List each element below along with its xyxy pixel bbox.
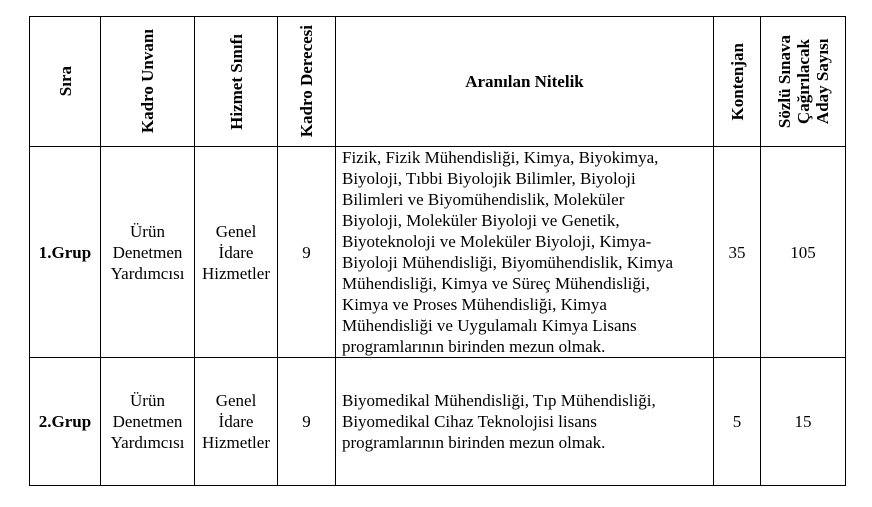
cell-hizmet-sinifi: Genel İdare Hizmetler [195, 147, 278, 358]
cell-kontenjan: 35 [714, 147, 761, 358]
cell-sira: 2.Grup [30, 358, 101, 486]
recruitment-table [29, 16, 846, 486]
header-kadro-derecesi: Kadro Derecesi [278, 17, 336, 147]
cell-kadro-unvani: Ürün Denetmen Yardımcısı [101, 358, 195, 486]
header-row [30, 17, 846, 147]
header-kontenjan: Kontenjan [714, 17, 761, 147]
cell-aranilan-nitelik: Fizik, Fizik Mühendisliği, Kimya, Biyokimya, Biyoloji, Tıbbi Biyolojik Bilimler, Biyoloji Bilimleri ve Biyomühendislik, Moleküler Biyoloji, Moleküler Biyoloji ve Genetik, Biyoteknoloji ve Moleküler Biyoloji, Kimya- Biyoloji Mühendisliği, Biyomühendislik, Kimya Mühendisliği, Kimya ve Süreç Mühendisliği, Kimya ve Proses Mühendisliği, Kimya Mühendisliği ve Uygulamalı Kimya Lisans programlarının birinden mezun olmak. [336, 147, 714, 358]
table-row [30, 358, 846, 486]
header-sira: Sıra [30, 17, 101, 147]
cell-aday-sayisi: 105 [761, 147, 846, 358]
cell-kadro-derecesi: 9 [278, 147, 336, 358]
cell-kontenjan: 5 [714, 358, 761, 486]
header-kadro-unvani: Kadro Unvanı [101, 17, 195, 147]
table-row [30, 147, 846, 358]
cell-aday-sayisi: 15 [761, 358, 846, 486]
cell-hizmet-sinifi: Genel İdare Hizmetler [195, 358, 278, 486]
cell-aranilan-nitelik: Biyomedikal Mühendisliği, Tıp Mühendisliği, Biyomedikal Cihaz Teknolojisi lisans programlarının birinden mezun olmak. [336, 358, 714, 486]
header-hizmet-sinifi: Hizmet Sınıfı [195, 17, 278, 147]
header-sozlu-sinav-aday-sayisi: Sözlü Sınava Çağırılacak Aday Sayısı [761, 17, 846, 147]
header-aranilan-nitelik: Aranılan Nitelik [336, 17, 714, 147]
cell-kadro-derecesi: 9 [278, 358, 336, 486]
cell-kadro-unvani: Ürün Denetmen Yardımcısı [101, 147, 195, 358]
cell-sira: 1.Grup [30, 147, 101, 358]
